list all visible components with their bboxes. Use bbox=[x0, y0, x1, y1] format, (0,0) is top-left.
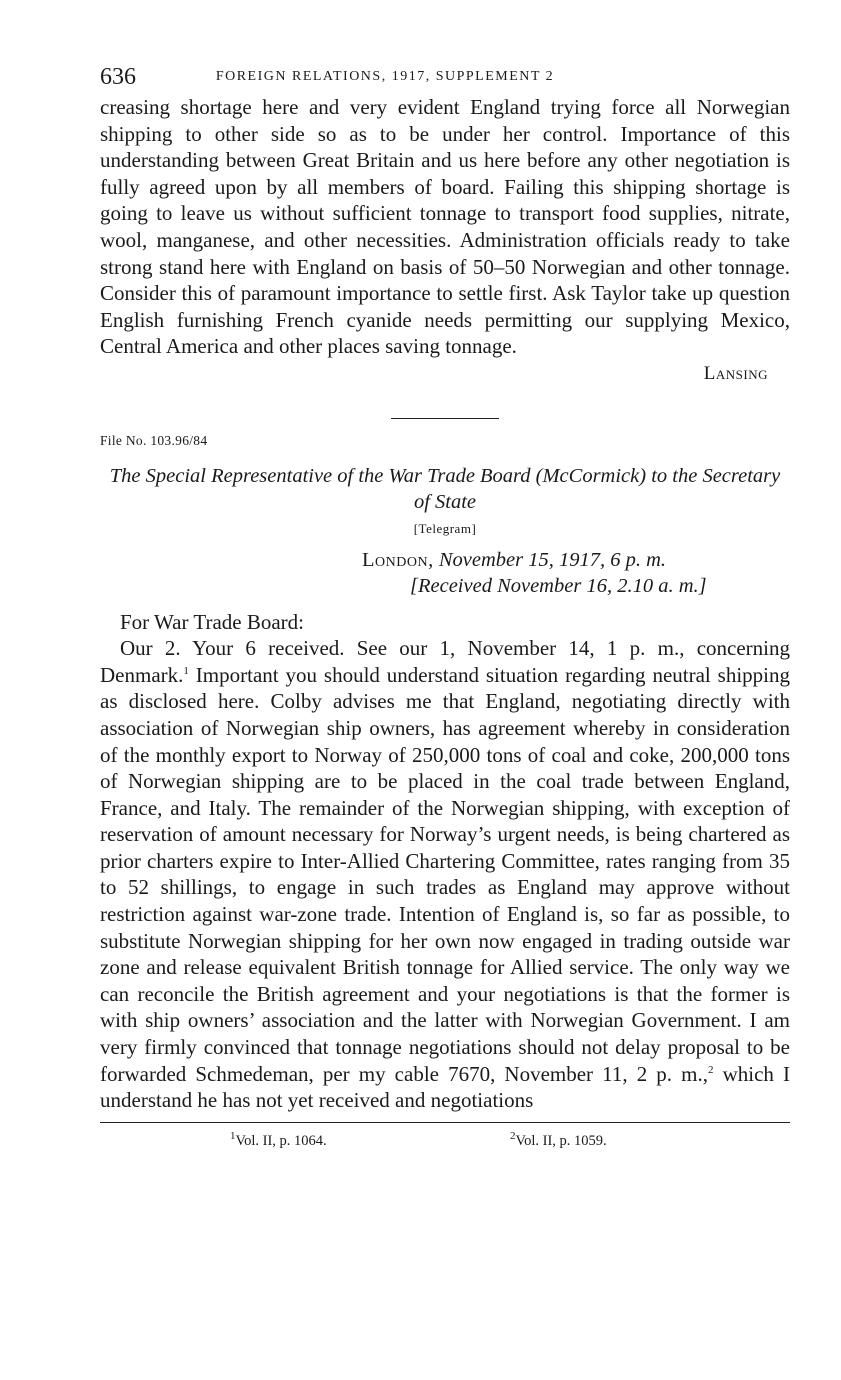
telegram-body bbox=[100, 635, 790, 1114]
continuation-paragraph: creasing shortage here and very evident England trying force all Norwegian shipping to other side so as to be under her control. Importance of this understanding between Great Britain and us here before any other negotiation is fully agreed upon by all members of board. Failing this shipping shortage is going to leave us without sufficient tonnage to transport food supplies, nitrate, wool, manganese, and other necessities. Administration officials ready to take strong stand here with England on basis of 50–50 Norwegian and other tonnage. Consider this of paramount importance to settle first. Ask Taylor take up question English furnishing French cyanide needs permitting our supplying Mexico, Central America and other places saving tonnage. bbox=[100, 95, 790, 359]
signature: Lansing bbox=[703, 362, 768, 384]
body-part-3: which I understand he has not yet received and negotiations bbox=[100, 1061, 790, 1113]
footnote-2 bbox=[510, 1129, 607, 1150]
footnote-divider bbox=[100, 1122, 790, 1123]
page-number: 636 bbox=[100, 64, 136, 90]
salutation: For War Trade Board: bbox=[120, 609, 304, 634]
section-divider bbox=[391, 418, 499, 419]
footnote-2-mark: 2 bbox=[510, 1129, 516, 1142]
footnote-1-text: Vol. II, p. 1064. bbox=[235, 1132, 327, 1149]
document-title: The Special Representative of the War Trade Board (McCormick) to the Secretary of State bbox=[109, 464, 781, 513]
dateline-date: November 15, 1917, 6 p. m. bbox=[438, 548, 667, 571]
telegram-label: [Telegram] bbox=[413, 520, 477, 536]
body-part-2: Important you should understand situation regarding neutral shipping as disclosed here. Colby advises me that England, negotiating directly with association of Norwegian ship owners, has agreement whereby in consideration of the monthly export to Norway of 250,000 tons of coal and coke, 200,000 tons of Norwegian shipping are to be placed in the coal trade between England, France, and Italy. The remainder of the Norwegian shipping, with exception of reservation of amount necessary for Norway’s urgent needs, is being chartered as prior charters expire to Inter-Allied Chartering Committee, rates ranging from 35 to 52 shillings, to engage in such trades as England may approve without restriction against war-zone trade. Intention of England is, so far as possible, to substitute Norwegian shipping for her own now engaged in trading outside war zone and release equivalent British tonnage for Allied service. The only way we can reconcile the British agreement and your negotiations is that the former is with ship owners’ association and the latter with Norwegian Government. I am very firmly convinced that tonnage negotiations should not delay proposal to be forwarded Schmedeman, per my cable 7670, November 11, 2 p. m., bbox=[100, 662, 790, 1086]
dateline bbox=[362, 547, 790, 573]
body-part-1: Our 2. Your 6 received. See our 1, November 14, 1 p. m., concerning Denmark. bbox=[100, 636, 790, 687]
footnote-1 bbox=[230, 1129, 327, 1150]
running-head: FOREIGN RELATIONS, 1917, SUPPLEMENT 2 bbox=[215, 69, 555, 84]
footnotes bbox=[100, 1129, 790, 1163]
received-line: [Received November 16, 2.10 a. m.] bbox=[410, 574, 707, 597]
footnote-ref-1: 1 bbox=[183, 664, 189, 677]
footnote-ref-2: 2 bbox=[707, 1063, 714, 1076]
dateline-place: London, bbox=[362, 548, 434, 571]
file-number: File No. 103.96/84 bbox=[100, 432, 208, 448]
footnote-2-text: Vol. II, p. 1059. bbox=[515, 1132, 607, 1149]
footnote-1-mark: 1 bbox=[230, 1129, 236, 1142]
continuation-section bbox=[100, 94, 790, 388]
document-page bbox=[100, 60, 790, 1163]
page-header bbox=[100, 60, 790, 94]
